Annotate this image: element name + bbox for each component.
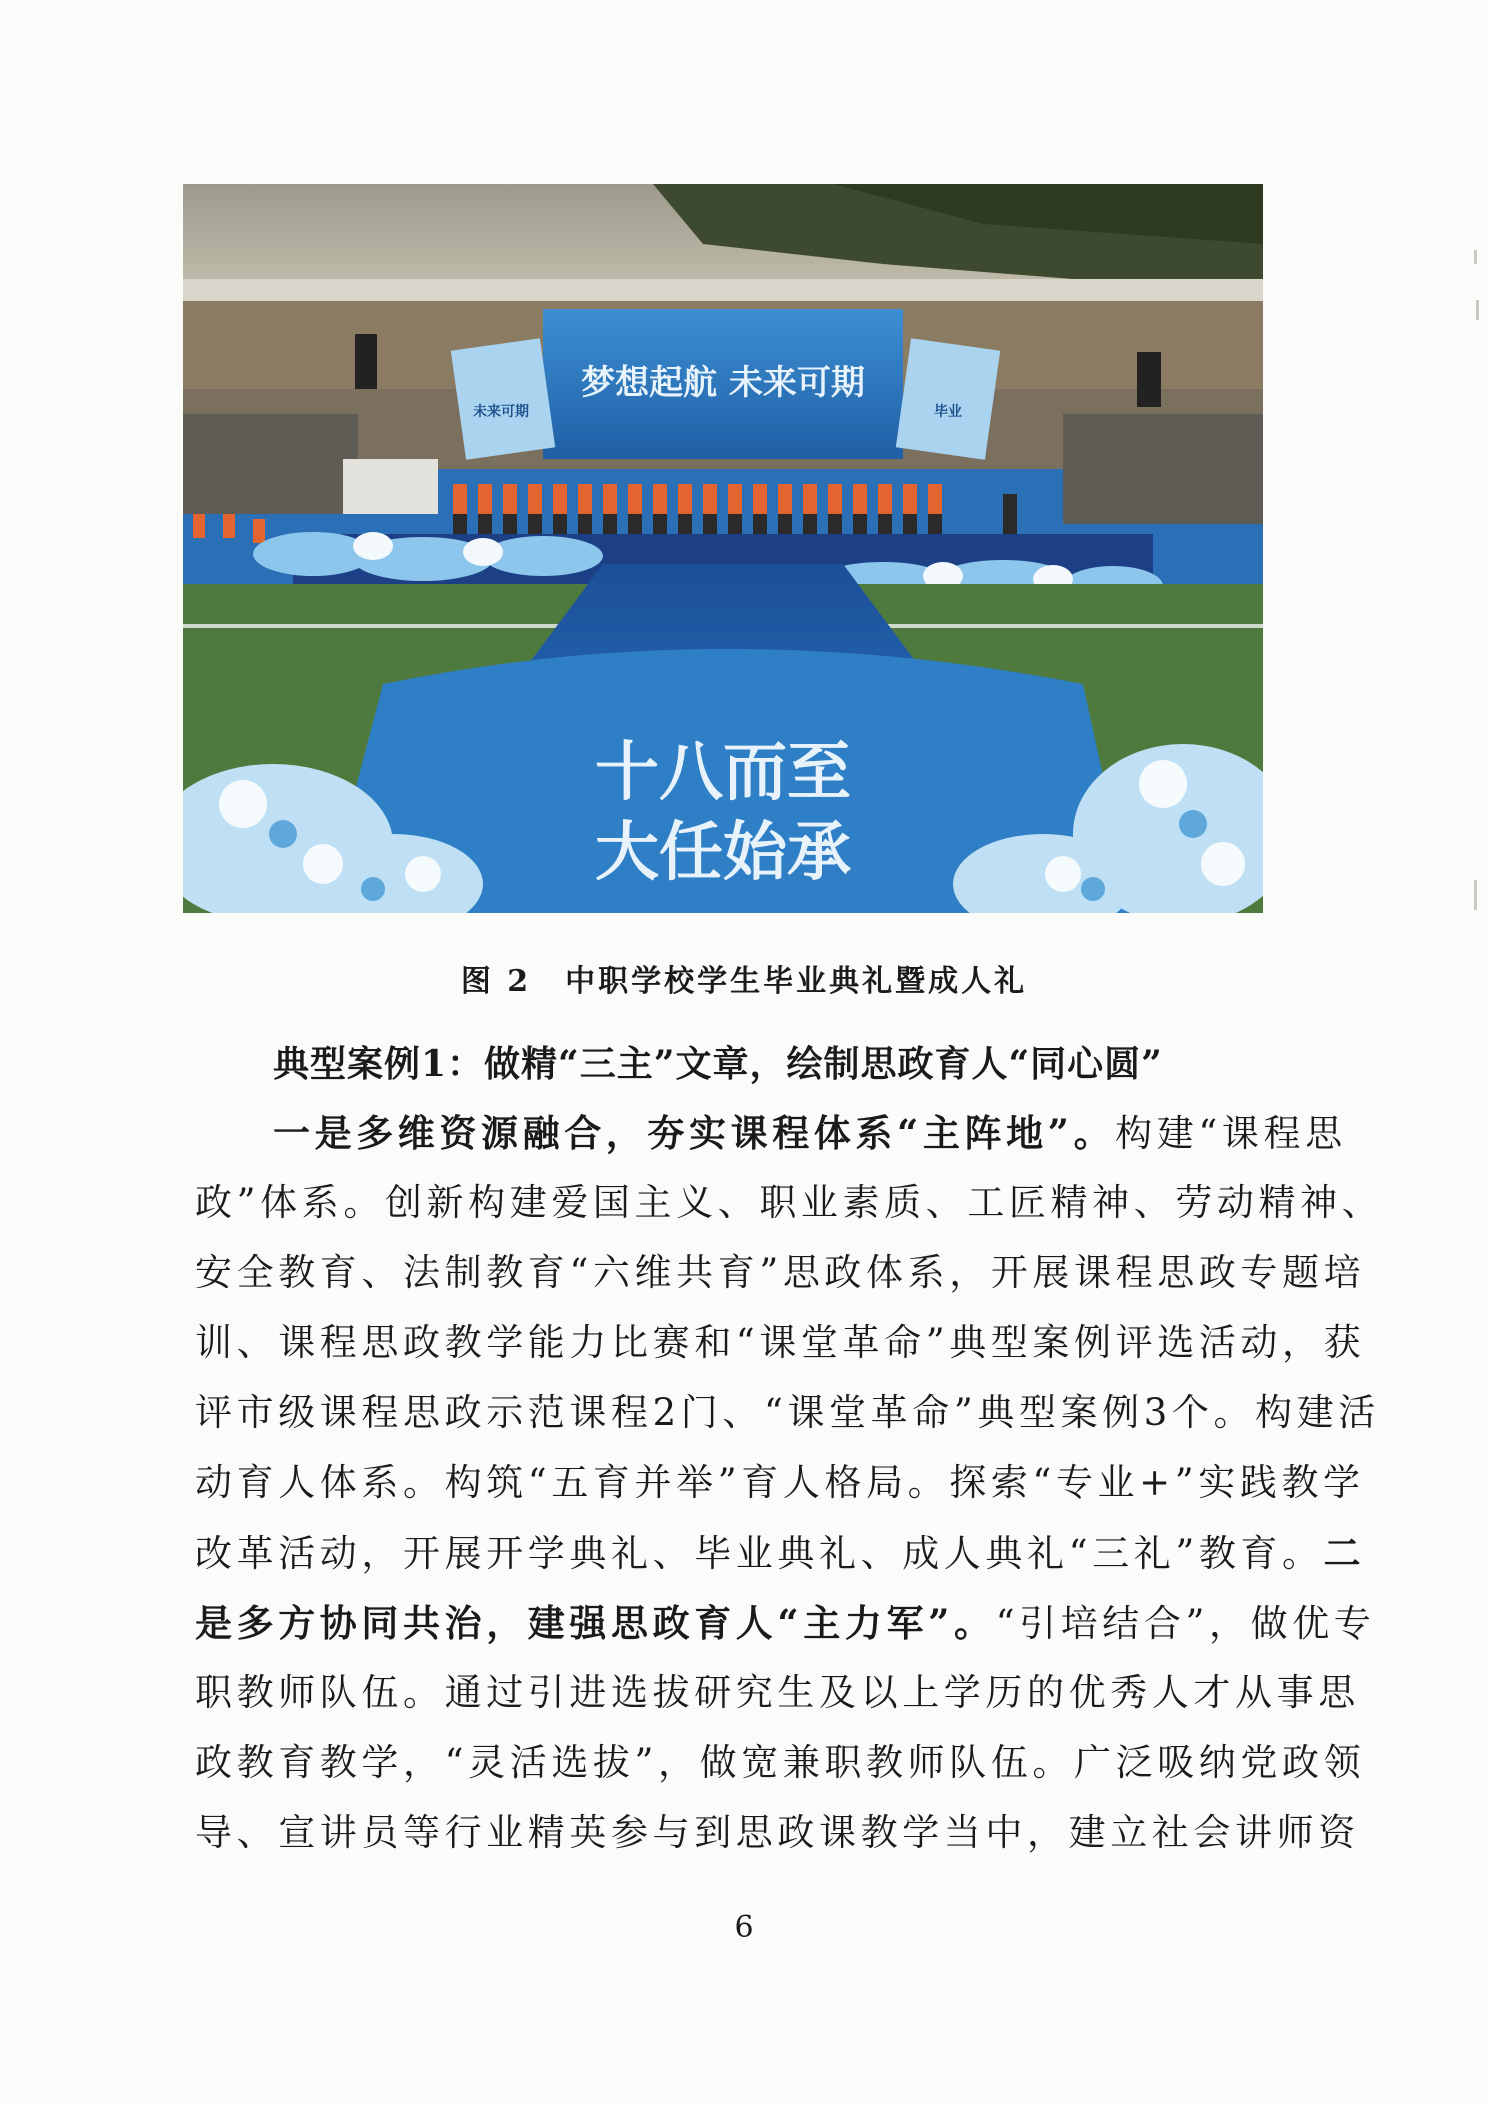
body-line-8-bold: 是多方协同共治，建强思政育人“主力军”。 bbox=[195, 1601, 996, 1645]
body-line-6: 动育人体系。构筑“五育并举”育人格局。探索“专业+”实践教学 bbox=[195, 1461, 1365, 1504]
body-line-8 bbox=[195, 1598, 1376, 1649]
runway-text-line1: 十八而至 bbox=[595, 736, 851, 810]
body-line-7-a: 改革活动，开展开学典礼、毕业典礼、成人典礼“三礼”教育。 bbox=[195, 1532, 1324, 1575]
body-line-11: 导、宣讲员等行业精英参与到思政课教学当中，建立社会讲师资 bbox=[195, 1811, 1360, 1854]
body-line-10: 政教育教学，“灵活选拔”，做宽兼职教师队伍。广泛吸纳党政领 bbox=[195, 1741, 1366, 1784]
ceremony-photo bbox=[183, 184, 1263, 913]
body-line-7-bold: 二 bbox=[1323, 1531, 1366, 1575]
scan-mark bbox=[1476, 300, 1479, 320]
body-line-9: 职教师队伍。通过引进选拔研究生及以上学历的优秀人才从事思 bbox=[195, 1671, 1360, 1714]
figure-caption-text: 中职学校学生毕业典礼暨成人礼 bbox=[565, 964, 1028, 999]
body-line-1 bbox=[273, 1108, 1347, 1159]
body-line-7 bbox=[195, 1528, 1366, 1579]
page-number: 6 bbox=[734, 1910, 754, 1945]
panel-left-text: 未来可期 bbox=[473, 404, 529, 420]
body-line-8-rest: “引培结合”，做优专 bbox=[995, 1602, 1376, 1645]
body-line-4: 训、课程思政教学能力比赛和“课堂革命”典型案例评选活动，获 bbox=[195, 1321, 1366, 1364]
body-line-1-rest: 构建“课程思 bbox=[1115, 1112, 1347, 1155]
body-line-5: 评市级课程思政示范课程2门、“课堂革命”典型案例3个。构建活 bbox=[195, 1391, 1380, 1434]
figure-caption bbox=[0, 956, 1488, 1000]
figure-number: 图 2 bbox=[460, 964, 532, 999]
backdrop-title: 梦想起航 未来可期 bbox=[581, 363, 865, 403]
panel-right-text: 毕业 bbox=[934, 404, 962, 420]
scan-mark bbox=[1474, 880, 1477, 910]
body-line-2: 政”体系。创新构建爱国主义、职业素质、工匠精神、劳动精神、 bbox=[195, 1181, 1384, 1224]
runway-text-line2: 大任始承 bbox=[595, 816, 851, 890]
case-title: 典型案例1：做精“三主”文章，绘制思政育人“同心圆” bbox=[273, 1043, 1163, 1085]
scan-mark bbox=[1474, 250, 1477, 264]
body-line-3: 安全教育、法制教育“六维共育”思政体系，开展课程思政专题培 bbox=[195, 1251, 1366, 1294]
body-line-1-bold: 一是多维资源融合，夯实课程体系“主阵地”。 bbox=[273, 1111, 1116, 1155]
